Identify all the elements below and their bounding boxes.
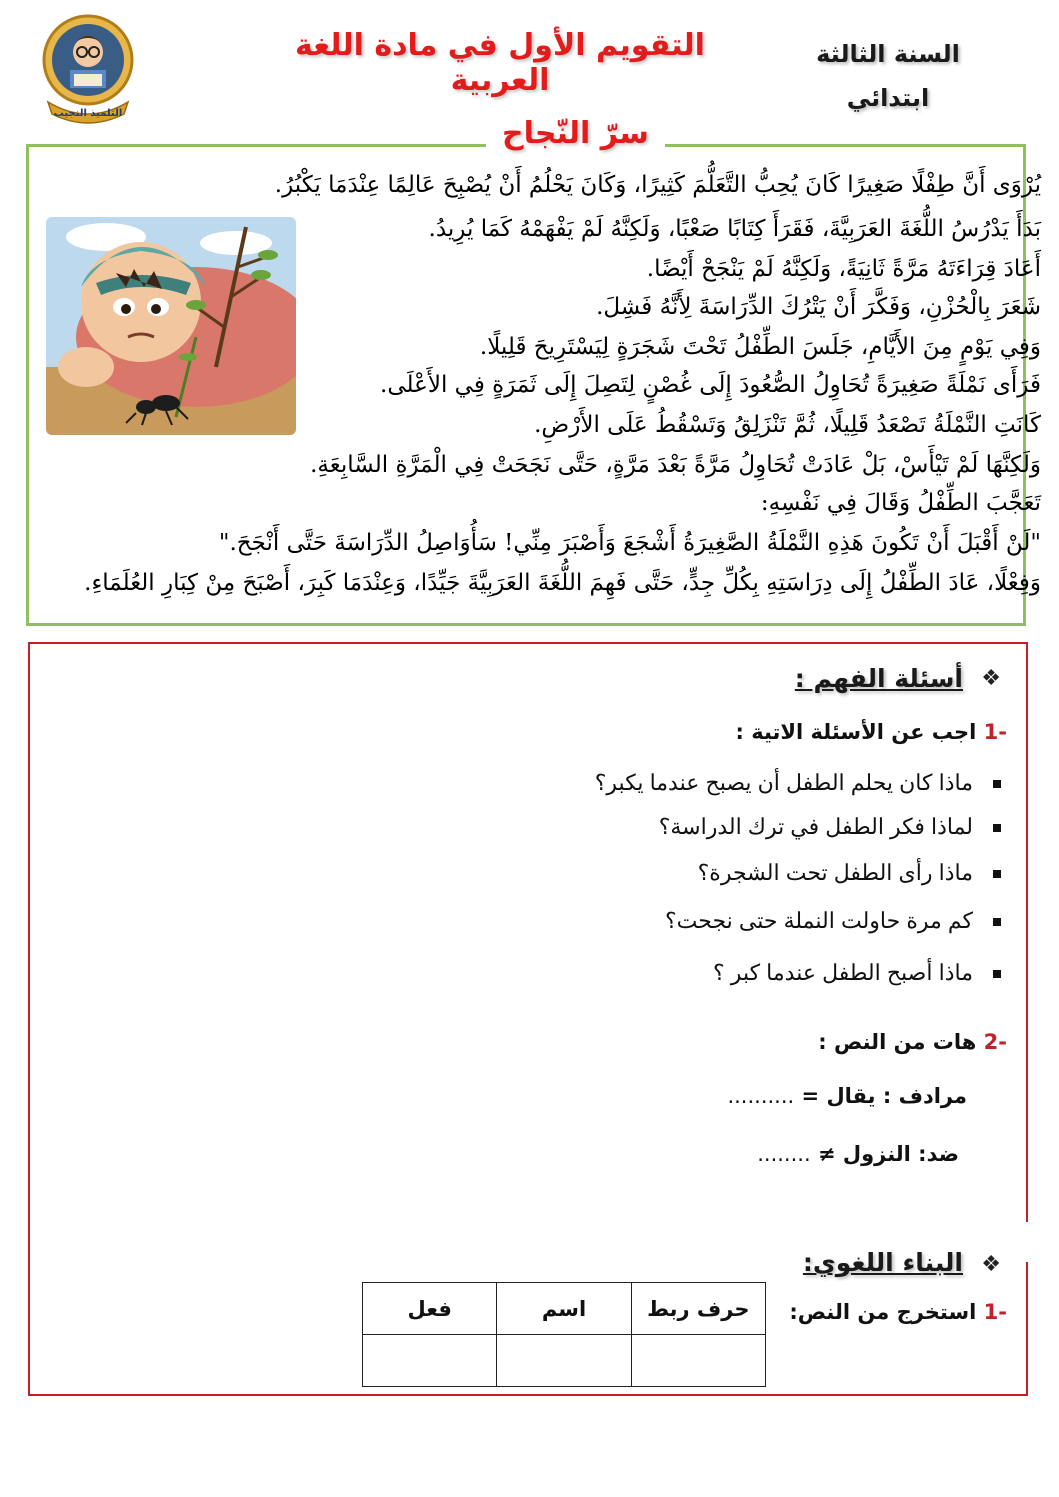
table-header-cell: حرف ربط xyxy=(631,1283,765,1335)
answer-cell[interactable] xyxy=(631,1335,765,1387)
table-header-row xyxy=(363,1283,766,1335)
story-line: يُرْوَى أَنَّ طِفْلًا صَغِيرًا كَانَ يُحِبُّ التَّعَلُّمَ كَثِيرًا، وَكَانَ يَحْلُمُ أَنْ يُصْبِحَ عَالِمًا عِنْدَمَا يَكْبُرُ. xyxy=(274,172,1041,198)
language-heading: البناء اللغوي: xyxy=(802,1248,963,1277)
story-line: شَعَرَ بِالْحُزْنِ، وَفَكَّرَ أَنْ يَتْرُكَ الدِّرَاسَةَ لِأَنَّهُ فَشِلَ. xyxy=(596,294,1041,320)
question-number: -1 xyxy=(983,720,1007,744)
table-header-cell: اسم xyxy=(497,1283,631,1335)
diamond-icon: ❖ xyxy=(981,666,1001,691)
antonym-field xyxy=(757,1142,959,1166)
synonym-field xyxy=(727,1084,967,1108)
grade-level: ابتدائي xyxy=(846,84,930,112)
antonym-label: ضد: النزول ≠ xyxy=(817,1142,959,1166)
question-item: كم مرة حاولت النملة حتى نجحت؟ xyxy=(665,908,1001,934)
story-line: فَرَأَى نَمْلَةً صَغِيرَةً تُحَاوِلُ الصُّعُودَ إِلَى غُصْنٍ لِتَصِلَ إِلَى ثَمَرَةٍ فِي الأَعْلَى. xyxy=(380,372,1041,398)
question-1-heading xyxy=(736,720,1008,744)
story-illustration xyxy=(46,217,296,435)
story-line: كَانَتِ النَّمْلَةُ تَصْعَدُ قَلِيلًا، ثُمَّ تَنْزَلِقُ وَتَسْقُطُ عَلَى الأَرْضِ. xyxy=(534,412,1041,438)
extract-heading xyxy=(789,1300,1007,1324)
question-label: هات من النص : xyxy=(818,1030,977,1054)
school-logo xyxy=(40,14,136,126)
question-item: ماذا كان يحلم الطفل أن يصبح عندما يكبر؟ xyxy=(595,770,1001,796)
question-item: لماذا فكر الطفل في ترك الدراسة؟ xyxy=(659,814,1001,840)
synonym-label: مرادف : يقال = xyxy=(801,1084,967,1108)
question-number: -1 xyxy=(983,1300,1007,1324)
table-header-cell: فعل xyxy=(363,1283,497,1335)
svg-text:التلميذ النجيب: التلميذ النجيب xyxy=(53,108,123,119)
story-line: وَلَكِنَّهَا لَمْ تَيْأَسْ، بَلْ عَادَتْ تُحَاوِلُ مَرَّةً بَعْدَ مَرَّةٍ، حَتَّى نَجَحَتْ فِي الْمَرَّةِ السَّابِعَةِ. xyxy=(310,452,1041,478)
story-line: وَفِعْلًا، عَادَ الطِّفْلُ إِلَى دِرَاسَتِهِ بِكُلِّ جِدٍّ، حَتَّى فَهِمَ اللُّغَةَ العَرَبِيَّةَ جَيِّدًا، وَعِنْدَمَا كَبِرَ، أَصْبَحَ مِنْ كِبَارِ العُلَمَاءِ. xyxy=(84,570,1041,596)
story-title: سرّ النّجاح xyxy=(486,116,665,151)
story-line: أَعَادَ قِرَاءَتَهُ مَرَّةً ثَانِيَةً، وَلَكِنَّهُ لَمْ يَنْجَحْ أَيْضًا. xyxy=(646,256,1041,282)
question-label: اجب عن الأسئلة الاتية : xyxy=(735,720,977,744)
answer-cell[interactable] xyxy=(497,1335,631,1387)
story-line: بَدَأَ يَدْرُسُ اللُّغَةَ العَرَبِيَّةَ، فَقَرَأَ كِتَابًا صَعْبًا، وَلَكِنَّهُ لَمْ يَفْهَمْهُ كَمَا يُرِيدُ. xyxy=(428,216,1041,242)
grade-year: السنة الثالثة xyxy=(816,40,960,68)
question-label: استخرج من النص: xyxy=(789,1300,977,1324)
question-2-heading xyxy=(818,1030,1007,1054)
bullet-icon xyxy=(993,824,1001,832)
bullet-icon xyxy=(993,970,1001,978)
page-title: التقويم الأول في مادة اللغة العربية xyxy=(295,28,705,98)
story-line: تَعَجَّبَ الطِّفْلُ وَقَالَ فِي نَفْسِهِ: xyxy=(760,490,1041,516)
question-item: ماذا أصبح الطفل عندما كبر ؟ xyxy=(713,960,1001,986)
synonym-answer[interactable]: .......... xyxy=(727,1084,795,1108)
question-number: -2 xyxy=(983,1030,1007,1054)
story-line: "لَنْ أَقْبَلَ أَنْ تَكُونَ هَذِهِ النَّمْلَةُ الصَّغِيرَةُ أَشْجَعَ وَأَصْبَرَ مِنِّي! سَأُوَاصِلُ الدِّرَاسَةَ حَتَّى أَنْجَحَ." xyxy=(218,530,1041,556)
antonym-answer[interactable]: ........ xyxy=(757,1142,811,1166)
grade-label xyxy=(813,32,963,120)
table-answer-row xyxy=(363,1335,766,1387)
comprehension-heading: أسئلة الفهم : xyxy=(794,664,963,693)
bullet-icon xyxy=(993,870,1001,878)
bullet-icon xyxy=(993,918,1001,926)
diamond-icon: ❖ xyxy=(981,1252,1001,1277)
story-line: وَفِي يَوْمٍ مِنَ الأَيَّامِ، جَلَسَ الطِّفْلُ تَحْتَ شَجَرَةٍ لِيَسْتَرِيحَ قَلِيلًا. xyxy=(479,334,1041,360)
bullet-icon xyxy=(993,780,1001,788)
extract-table xyxy=(362,1282,766,1387)
answer-cell[interactable] xyxy=(363,1335,497,1387)
question-item: ماذا رأى الطفل تحت الشجرة؟ xyxy=(698,860,1001,886)
